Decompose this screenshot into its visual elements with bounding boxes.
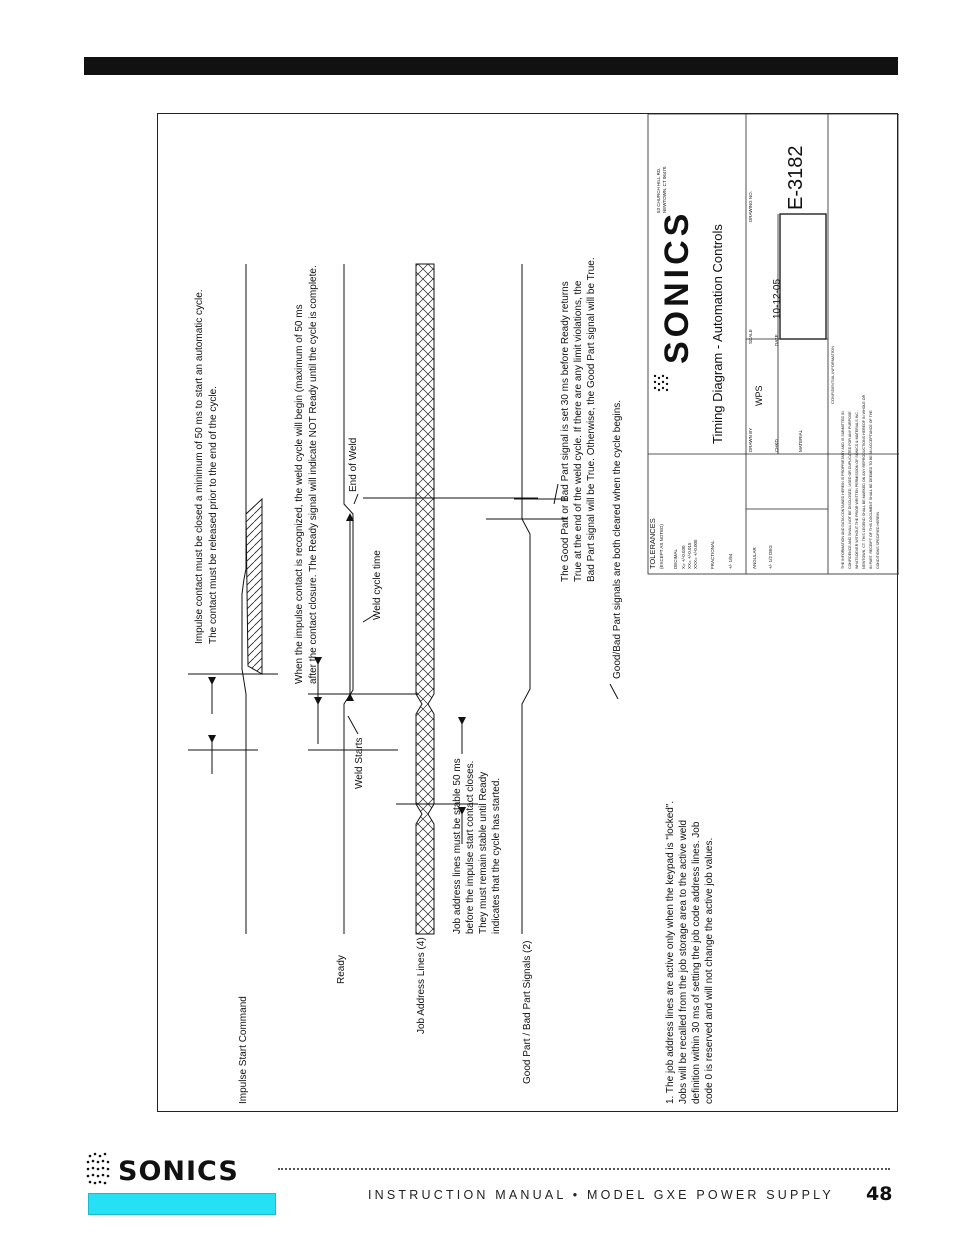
stable-note-1: Job address lines must be stable 50 ms [452, 758, 463, 934]
drawing-no-label: DRAWING NO. [748, 191, 753, 222]
stable-note-2: before the impulse start contact closes. [465, 760, 476, 934]
footer-accent-bar [88, 1193, 276, 1215]
confidential-4: NEWTOWN, CT. THIS LEGEND SHALL BE MARKED ON ANY REPRODUCTIONS HEREOF IN WHOLE OR [862, 394, 866, 569]
date-label: DATE [774, 334, 779, 346]
ready-label: Ready [336, 955, 347, 984]
fractional-value: +/- 1/64 [728, 553, 733, 569]
drawing-title: Timing Diagram - Automation Controls [710, 224, 725, 444]
confidential-2: CONFIDENCE AND SHALL NOT BE DISCLOSED, USED OR DUPLICATED FOR ANY PURPOSE [848, 411, 852, 569]
weld-note-1: When the impulse contact is recognized, the weld cycle will begin (maximum of 50 ms [294, 304, 305, 684]
footnote-1: 1. The job address lines are active only when the keypad is "locked". [665, 800, 676, 1104]
weld-note-2: after the contact closure. The Ready signal will indicate NOT Ready until the cycle is complete. [308, 265, 319, 684]
address-line-2: NEWTOWN, CT 06470 [662, 166, 667, 213]
title-block-logo: SONICS [658, 209, 696, 364]
confidential-1: THE INFORMATION AND DATA CONTAINED HEREIN IS PROPRIETARY AND IS SUBMITTED IN [841, 411, 845, 569]
weld-cycle-time-label: Weld cycle time [372, 550, 383, 620]
angular-label: ANGULAR [752, 547, 757, 569]
good-bad-waveform [486, 264, 618, 934]
stable-note-4: indicates that the cycle has started. [491, 777, 502, 934]
decimal-3: XXX= +/-0.005 [693, 539, 698, 569]
material-label: MATERIAL [798, 429, 803, 452]
good-note-1: The Good Part or Bad Part signal is set 30 ms before Ready returns [560, 281, 571, 582]
impulse-note-1: Impulse contact must be closed a minimum of 50 ms to start an automatic cycle. [194, 289, 205, 644]
decimal-1: X= +/-0.030 [681, 545, 686, 569]
footnote-2: Jobs will be recalled from the job storage area to the active weld [678, 819, 689, 1104]
footer-logo-dots [87, 1153, 110, 1185]
angular-value: +/- 1/2 DEG [768, 545, 773, 569]
footer-dotted-rule [278, 1168, 890, 1170]
timing-diagram [158, 114, 899, 1113]
drawing-number: E-3182 [785, 145, 807, 210]
footnote-3: definition within 30 ms of setting the job code address lines. Job [691, 821, 702, 1104]
decimal-label: DECIMAL [673, 548, 678, 569]
rotated-text [194, 257, 715, 1104]
decimal-2: XX= +/-0.015 [687, 542, 692, 569]
impulse-note-2: The contact must be released prior to the end of the cycle. [208, 386, 219, 644]
impulse-label: Impulse Start Command [238, 996, 249, 1104]
confidential-3: WHATSOEVER WITHOUT THE PRIOR WRITTEN PERMISSION OF SONICS & MATERIALS INC., [855, 410, 859, 569]
confidential-5: IN PART. RECEIPT OF THIS DOCUMENT SHALL BE DEEMED TO BE AN ACCEPTANCE OF THE [869, 410, 873, 569]
cleared-note: Good/Bad Part signals are both cleared when the cycle begins. [612, 399, 623, 679]
good-bad-label: Good Part / Bad Part Signals (2) [522, 940, 533, 1084]
job-address-label: Job Address Lines (4) [416, 937, 427, 1034]
stable-note-3: They must remain stable until Ready [478, 771, 489, 934]
end-of-weld-label: End of Weld [348, 437, 359, 492]
fractional-label: FRACTIONAL [710, 540, 715, 569]
footer-logo-text: SONICS [118, 1156, 239, 1187]
good-note-2: True at the end of the weld cycle. If there are any limit violations, the [573, 280, 584, 582]
drawn-by-value: WPS [754, 385, 764, 406]
tolerances-label: TOLERANCES [648, 518, 657, 569]
top-header-bar [84, 57, 898, 75]
title-block-text [648, 146, 880, 570]
good-note-3: Bad Part signal will be True. Otherwise, the Good Part signal will be True. [586, 257, 597, 582]
footer-logo [86, 1150, 276, 1190]
footnote-4: code 0 is reserved and will not change the active job values. [704, 837, 715, 1104]
tolerances-note: (EXCEPT AS NOTED) [659, 524, 664, 569]
confidential-6: CONDITIONS SPECIFIED HEREIN. [876, 510, 880, 569]
date-value: 10-12-05 [772, 278, 783, 319]
drawn-by-label: DRAWN BY [748, 427, 753, 452]
confidential-label: CONFIDENTIAL INFORMATION [830, 346, 835, 404]
address-line-1: 53 CHURCH HILL RD. [656, 167, 661, 213]
weld-starts-label: Weld Starts [354, 737, 365, 789]
footer-manual-title: INSTRUCTION MANUAL • MODEL GXE POWER SUPPLY [368, 1188, 834, 1202]
checked-label: CHKD [774, 439, 779, 452]
page-number: 48 [866, 1183, 893, 1205]
title-block-logo-dots [654, 375, 668, 391]
timing-diagram-frame [157, 113, 898, 1112]
scale-label: SCALE [748, 329, 753, 344]
